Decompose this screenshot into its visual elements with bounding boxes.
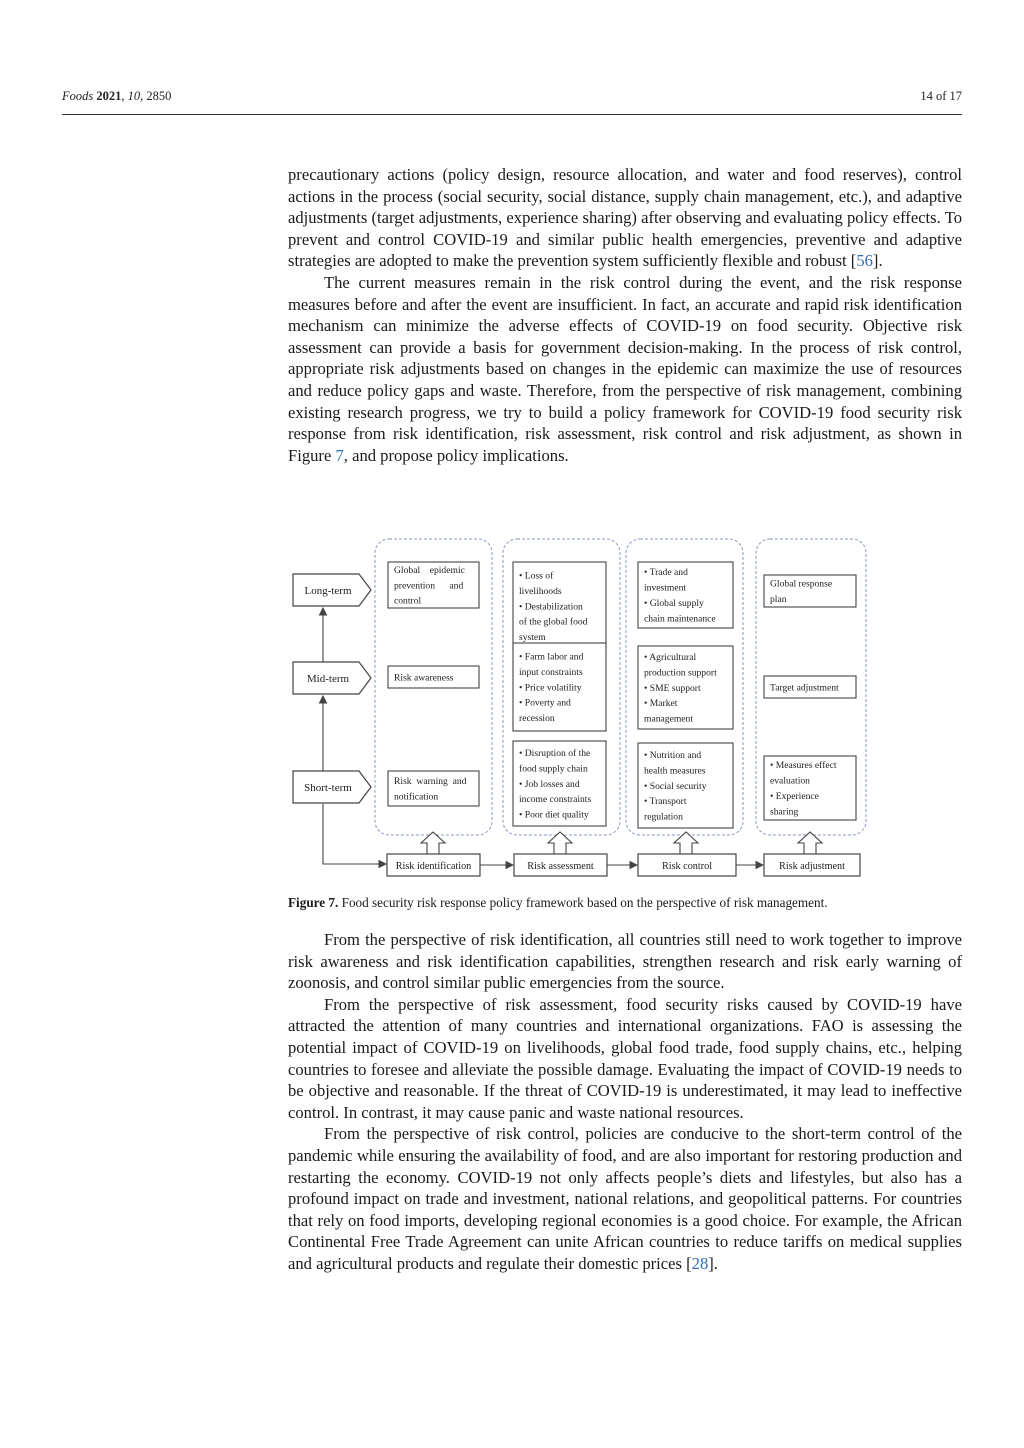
paragraph-p5: [288, 1123, 962, 1274]
cell-text: • Poor diet quality: [519, 809, 589, 821]
term-label: Long-term: [304, 585, 352, 597]
cell-text: • Disruption of the: [519, 748, 591, 759]
cell-text: Risk awareness: [394, 672, 454, 684]
paragraph-text: ].: [708, 1253, 718, 1273]
cell-text: • Agricultural: [644, 652, 697, 663]
cell-text: • SME support: [644, 682, 701, 694]
cell-text: of the global food: [519, 616, 588, 628]
body-text-top: [288, 164, 962, 466]
cell-text: • Job losses and: [519, 778, 580, 790]
paragraph-p1: [288, 164, 962, 272]
paragraph-text: precautionary actions (policy design, resource allocation, and water and food reserves), control actions in the process (social security, social distance, supply chain management, etc.), and adaptive adjustments (target adjustments, experience sharing) after observing and evaluating policy effects. To prevent and control COVID-19 and similar public health emergencies, preventive and adaptive strategies are adopted to make the prevention system sufficiently flexible and robust [: [288, 165, 962, 271]
cell-text: investment: [644, 582, 687, 594]
cell-text: input constraints: [519, 666, 583, 678]
cell-text: • Price volatility: [519, 682, 582, 694]
cell-text: • Farm labor and: [519, 651, 584, 663]
figure-caption: [288, 894, 962, 911]
cell-text: • Measures effect: [770, 760, 837, 772]
paragraph-text: From the perspective of risk identification, all countries still need to work together to improve risk awareness and risk identification capabilities, strengthen research and risk early warning of zoonosis, and control similar public emergencies from the source.: [288, 930, 962, 993]
cell-text: evaluation: [770, 775, 810, 787]
cell-text: regulation: [644, 811, 683, 823]
cell-text: • Nutrition and: [644, 750, 702, 761]
body-text-bottom: [288, 929, 962, 1275]
cell-text: control: [394, 595, 422, 607]
cell-text: • Loss of: [519, 570, 554, 582]
cell-text: prevention and: [394, 580, 464, 592]
term-label: Mid-term: [306, 673, 350, 685]
paragraph-p3: [288, 929, 962, 994]
paragraph-p2: [288, 272, 962, 466]
term-connector: [323, 804, 386, 864]
cell-text: system: [519, 632, 546, 644]
cell-text: • Destabilization: [519, 601, 583, 613]
citation-link[interactable]: 28: [691, 1253, 709, 1273]
article-number: 2850: [146, 89, 172, 103]
paragraph-p4: [288, 994, 962, 1124]
cell-text: notification: [394, 791, 439, 803]
cell-text: income constraints: [519, 794, 592, 806]
page-number: 14 of 17: [920, 89, 962, 103]
stage-label: Risk adjustment: [779, 861, 845, 872]
cell-text: • Transport: [644, 796, 687, 808]
cell-text: • Market: [644, 698, 678, 710]
journal-citation: Foods 2021, 10, 2850: [62, 89, 172, 103]
paragraph-text: , and propose policy implications.: [343, 445, 569, 465]
cell-text: food supply chain: [519, 763, 588, 775]
cell-text: Global epidemic: [394, 564, 465, 576]
cell-text: • Trade and: [644, 567, 688, 579]
journal-year: 2021: [96, 89, 122, 103]
cell-text: Target adjustment: [770, 682, 839, 694]
caption-text: Food security risk response policy framework based on the perspective of risk management.: [338, 895, 828, 910]
cell-text: • Social security: [644, 780, 707, 792]
journal-name: Foods: [62, 89, 94, 103]
cell-text: recession: [519, 713, 555, 725]
paragraph-text: The current measures remain in the risk control during the event, and the risk response measures before and after the event are insufficient. In fact, an accurate and rapid risk identification mechanism can minimize the adverse effects of COVID-19 on food security. Objective risk assessment can provide a basis for government decision-making. In the process of risk control, appropriate risk adjustments based on changes in the epidemic can maximize the use of resources and reduce policy gaps and waste. Therefore, from the perspective of risk management, combining existing research progress, we try to build a policy framework for COVID-19 food security risk response from risk identification, risk assessment, risk control and risk adjustment, as shown in Figure: [288, 272, 962, 465]
cell-text: management: [644, 713, 694, 725]
cell-text: livelihoods: [519, 585, 562, 597]
cell-text: • Experience: [770, 791, 819, 802]
caption-label: Figure 7.: [288, 895, 339, 910]
header-rule: [62, 114, 962, 115]
term-label: Short-term: [304, 782, 352, 794]
citation-link[interactable]: 7: [335, 445, 344, 465]
cell-text: Risk warning and: [394, 776, 467, 788]
paragraph-text: From the perspective of risk assessment, food security risks caused by COVID-19 have attracted the attention of many countries and international organizations. FAO is assessing the potential impact of COVID-19 on livelihoods, global food trade, food supply chains, etc., helping countries to foresee and alleviate the possible damage. Evaluating the impact of COVID-19 needs to be objective and reasonable. If the threat of COVID-19 is underestimated, it may lead to ineffective control. In contrast, it may cause panic and waste national resources.: [288, 994, 962, 1122]
figure-7: [288, 536, 868, 881]
paragraph-text: ].: [872, 251, 883, 271]
cell-text: health measures: [644, 765, 706, 777]
paragraph-text: From the perspective of risk control, policies are conducive to the short-term control of the pandemic while ensuring the availability of food, and are also important for restoring production and restarting the economy. COVID-19 not only affects people’s diets and lifestyles, but also has a profound impact on trade and investment, national relations, and geopolitical patterns. For countries that rely on food imports, developing regional economies is a good choice. For example, the African Continental Free Trade Agreement can unite African countries to reduce tariffs on medical supplies and agricultural products and regulate their domestic prices [: [288, 1124, 962, 1273]
cell-text: production support: [644, 667, 717, 679]
cell-text: sharing: [770, 806, 799, 818]
stage-label: Risk identification: [395, 861, 472, 872]
framework-diagram: [288, 536, 868, 881]
stage-label: Risk control: [661, 861, 713, 872]
stage-label: Risk assessment: [527, 861, 594, 872]
cell-text: • Poverty and: [519, 697, 571, 709]
page-header: [62, 89, 962, 109]
citation-link[interactable]: 56: [856, 251, 873, 271]
journal-volume: 10: [127, 89, 141, 103]
cell-text: plan: [770, 594, 787, 605]
cell-text: • Global supply: [644, 598, 704, 609]
cell-text: chain maintenance: [644, 613, 716, 625]
cell-text: Global response: [770, 578, 833, 590]
